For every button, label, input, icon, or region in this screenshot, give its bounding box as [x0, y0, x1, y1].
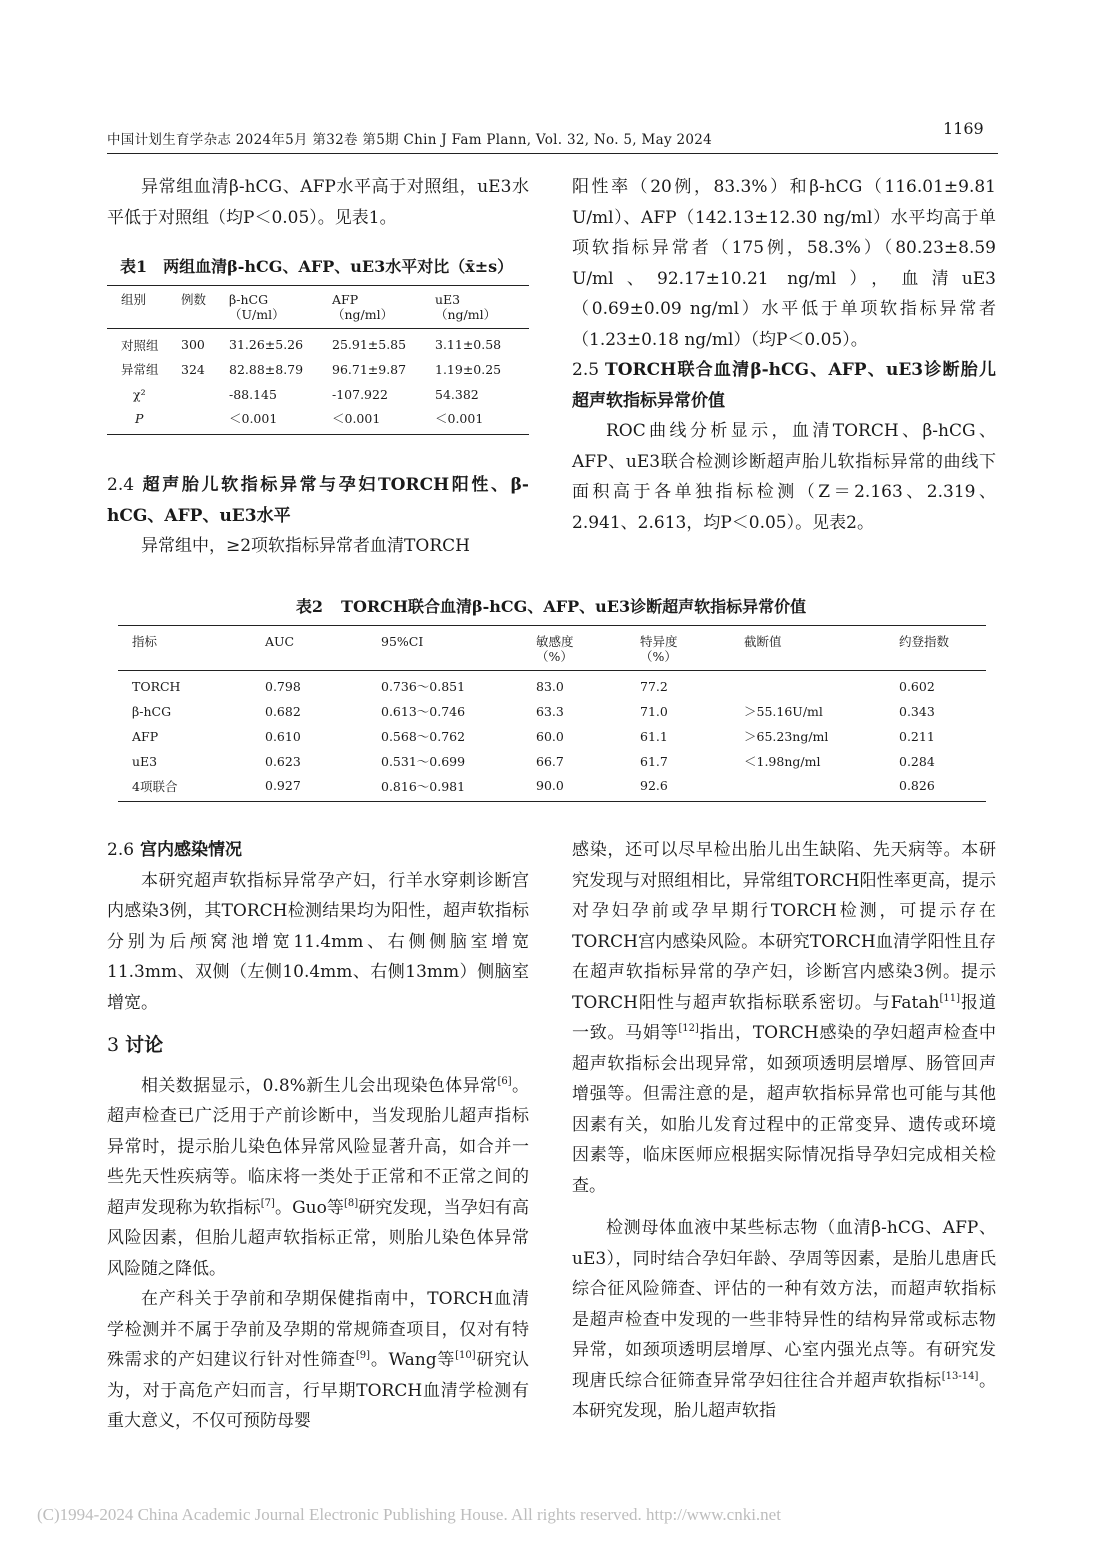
table-1-title: 两组血清β-hCG、AFP、uE3水平对比（x̄±s） [163, 257, 514, 276]
table-row: AFP 0.610 0.568～0.762 60.0 61.1 ＞65.23ng/ml 0.211 [132, 728, 935, 744]
table-row: 对照组 300 31.26±5.26 25.91±5.85 3.11±0.58 [121, 337, 502, 353]
discussion-paragraph-2: 在产科关于孕前和孕期保健指南中，TORCH血清学检测并不属于孕前及孕期的常规筛查项目，仅对有特殊需求的产妇建议行针对性筛查[9]。Wang等[10]研究认为，对于高危产妇而言，行早期TORCH血清学检测有重大意义，不仅可预防母婴 [107, 1289, 530, 1431]
left-column-bottom [107, 835, 529, 1437]
table-1-caption [120, 254, 513, 277]
right-column-bottom [572, 835, 996, 1427]
right-column-top [572, 172, 996, 538]
section-2-6-paragraph: 本研究超声软指标异常孕产妇，行羊水穿刺诊断宫内感染3例，其TORCH检测结果均为阳性，超声软指标分别为后颅窝池增宽11.4mm、右侧侧脑室增宽11.3mm、双侧（左侧10.4mm、右侧13mm）侧脑室增宽。 [107, 870, 529, 1013]
section-2-4-paragraph: 异常组中，≥2项软指标异常者血清TORCH [141, 536, 470, 556]
table-1-header-cell: 例数 [181, 292, 207, 307]
citation: [7] [260, 1197, 275, 1209]
table-1-header-cell: uE3 （ng/ml） [435, 292, 497, 322]
table-2-header-cell: 95%CI [381, 634, 424, 649]
citation: [10] [455, 1350, 476, 1361]
citation: [12] [678, 1023, 699, 1034]
table-1-label: 表1 [120, 257, 148, 276]
section-2-6-heading: 2.6 宫内感染情况 [107, 840, 243, 860]
citation: [6] [497, 1075, 512, 1087]
table-row: 异常组 324 82.88±8.79 96.71±9.87 1.19±0.25 [121, 361, 502, 377]
table-row: β-hCG 0.682 0.613～0.746 63.3 71.0 ＞55.16U/ml 0.343 [132, 703, 935, 719]
table-2 [118, 625, 986, 802]
table-2-header-cell: AUC [265, 634, 295, 649]
left-column-top [107, 172, 529, 233]
table-2-caption [0, 594, 1102, 617]
table-2-title: TORCH联合血清β-hCG、AFP、uE3诊断超声软指标异常价值 [341, 597, 807, 616]
section-2-4-heading: 2.4 超声胎儿软指标异常与孕妇TORCH阳性、β-hCG、AFP、uE3水平 [107, 475, 529, 526]
section-3-heading: 3 讨论 [107, 1034, 164, 1056]
table-row: uE3 0.623 0.531～0.699 66.7 61.7 ＜1.98ng/ml 0.284 [132, 753, 935, 769]
table-2-header-cell: 指标 [132, 634, 158, 649]
results-paragraph-2-3: 异常组血清β-hCG、AFP水平高于对照组，uE3水平低于对照组（均P＜0.05）。见表1。 [107, 177, 529, 228]
discussion-paragraph-3: 检测母体血液中某些标志物（血清β-hCG、AFP、uE3），同时结合孕妇年龄、孕周等因素，是胎儿患唐氏综合征风险筛查、评估的一种有效方法，而超声软指标是超声检查中发现的一些非特异性的结构异常或标志物异常，如颈项透明层增厚、心室内强光点等。有研究发现唐氏综合征筛查异常孕妇往往合并超声软指标[13-14]。本研究发现，胎儿超声软指 [572, 1218, 997, 1421]
citation: [9] [355, 1350, 371, 1361]
table-2-header-cell: 截断值 [744, 634, 782, 649]
table-1 [107, 285, 529, 435]
copyright-footer: (C)1994-2024 China Academic Journal Electronic Publishing House. All rights reserved. http://www.cnki.net [37, 1505, 781, 1524]
table-row: P ＜0.001 ＜0.001 ＜0.001 [107, 407, 529, 435]
citation: [13-14] [941, 1370, 979, 1382]
table-1-header-cell: AFP （ng/ml） [332, 292, 394, 322]
citation: [8] [344, 1197, 359, 1209]
table-2-header-cell: 敏感度 （%） [536, 634, 574, 664]
running-header: 中国计划生育学杂志 2024年5月 第32卷 第5期 Chin J Fam Plann, Vol. 32, No. 5, May 2024 [107, 132, 713, 148]
table-2-label: 表2 [295, 597, 324, 616]
discussion-paragraph-1: 相关数据显示，0.8%新生儿会出现染色体异常[6]。超声检查已广泛用于产前诊断中，当发现胎儿超声指标异常时，提示胎儿染色体异常风险显著升高，如合并一些先天性疾病等。临床将一类处于正常和不正常之间的超声发现称为软指标[7]。Guo等[8]研究发现，当孕妇有高风险因素，但胎儿超声软指标正常，则胎儿染色体异常风险随之降低。 [107, 1075, 530, 1279]
page-number: 1169 [943, 119, 984, 138]
table-2-header-row [118, 626, 986, 671]
left-column-section-2-4 [107, 470, 529, 562]
table-row: TORCH 0.798 0.736～0.851 83.0 77.2 0.602 [132, 678, 935, 695]
header-rule [107, 153, 998, 154]
section-2-5-paragraph: ROC曲线分析显示，血清TORCH、β-hCG、AFP、uE3联合检测诊断超声胎儿软指标异常的曲线下面积高于各单独指标检测（Z＝2.163、2.319、2.941、2.613，均P＜0.05）。见表2。 [572, 421, 996, 533]
results-paragraph-continued: 阳性率（20例，83.3%）和β-hCG（116.01±9.81 U/ml）、AFP（142.13±12.30 ng/ml）水平均高于单项软指标异常者（175例，58.3%）（80.23±8.59 U/ml、92.17±10.21 ng/ml），血清uE3（0.69±0.09 ng/ml）水平低于单项软指标异常者（1.23±0.18 ng/ml）（均P＜0.05）。 [572, 177, 996, 350]
table-row: 4项联合 0.927 0.816～0.981 90.0 92.6 0.826 [118, 774, 986, 802]
citation: [11] [939, 992, 961, 1004]
table-2-header-cell: 特异度 （%） [640, 634, 678, 664]
table-row: χ² -88.145 -107.922 54.382 [133, 386, 479, 402]
table-2-header-cell: 约登指数 [899, 634, 950, 649]
table-1-header-cell: β-hCG （U/ml） [229, 292, 285, 322]
table-1-header-row [107, 286, 529, 329]
table-1-header-cell: 组别 [121, 292, 147, 307]
discussion-paragraph-2-continued: 感染，还可以尽早检出胎儿出生缺陷、先天病等。本研究发现与对照组相比，异常组TORCH阳性率更高，提示对孕妇孕前或孕早期行TORCH检测，可提示存在TORCH宫内感染风险。本研究TORCH血清学阳性且存在超声软指标异常的孕产妇，诊断宫内感染3例。提示TORCH阳性与超声软指标联系密切。与Fatah[11]报道一致。马娟等[12]指出，TORCH感染的孕妇超声检查中超声软指标会出现异常，如颈项透明层增厚、肠管回声增强等。但需注意的是，超声软指标异常也可能与其他因素有关，如胎儿发育过程中的正常变异、遗传或环境因素等，临床医师应根据实际情况指导孕妇完成相关检查。 [572, 840, 996, 1196]
section-2-5-heading: 2.5 TORCH联合血清β-hCG、AFP、uE3诊断胎儿超声软指标异常价值 [572, 360, 996, 411]
